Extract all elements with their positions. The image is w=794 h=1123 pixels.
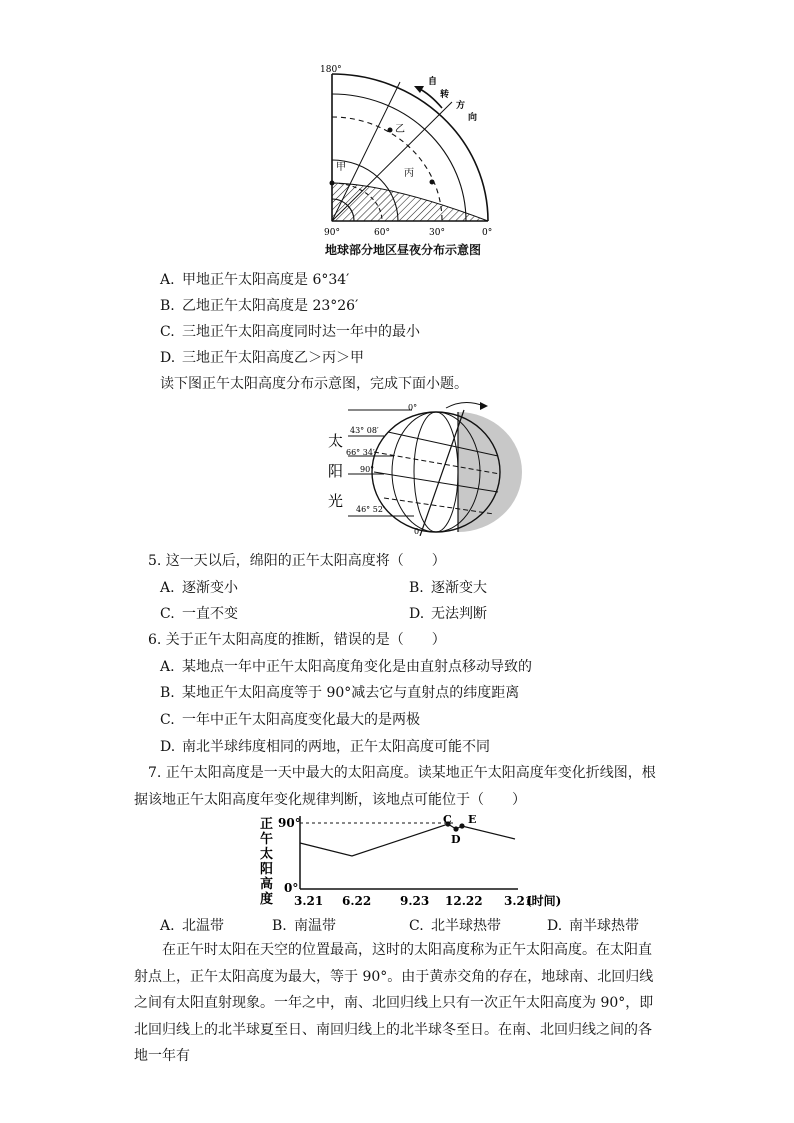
explanation-paragraph: 在正午时太阳在天空的位置最高，这时的太阳高度称为正午太阳高度。在太阳直射点上，正午太阳高度为最大，等于 90°。由于黄赤交角的存在，地球南、北回归线之间有太阳直射现象。一年之中，南、北回归线上只有一次正午太阳高度为 90°，即北回归线上的北半球夏至日、南回归线上的北半球冬至日。在南、北回归线之间的各地一年有	[134, 942, 654, 1064]
q7-stem-line1: 7. 正午太阳高度是一天中最大的太阳高度。读某地正午太阳高度年变化折线图，根	[148, 765, 656, 781]
option-label: A.	[160, 580, 175, 596]
altitude-series-line	[300, 824, 515, 856]
angle-label-66: 66° 34′	[346, 448, 375, 457]
point-e	[459, 823, 464, 828]
option-text: 三地正午太阳高度乙＞丙＞甲	[182, 350, 364, 366]
option-prev-a	[160, 270, 349, 290]
option-text: 一年中正午太阳高度变化最大的是两极	[182, 712, 420, 728]
intro-text: 读下图正午太阳高度分布示意图，完成下面小题。	[160, 376, 468, 392]
rotation-arrow-head	[480, 402, 488, 410]
q6-option-b	[160, 683, 519, 703]
option-text: 逐渐变小	[182, 580, 238, 596]
chart-ylabel-char-5: 高	[260, 877, 274, 892]
figure1-caption: 地球部分地区昼夜分布示意图	[325, 243, 482, 257]
x-tick-1: 3.21	[294, 894, 324, 908]
angle-label-46: 46° 52′	[356, 505, 385, 514]
option-label: B.	[160, 685, 175, 701]
chart-ylabel-char-1: 正	[260, 817, 274, 832]
y-tick-90: 90°	[278, 816, 301, 830]
option-text: 逐渐变大	[431, 580, 487, 596]
q6-option-c	[160, 710, 420, 730]
q6-stem: 6. 关于正午太阳高度的推断，错误的是（ ）	[148, 632, 446, 648]
option-text: 某地点一年中正午太阳高度角变化是由直射点移动导致的	[182, 659, 532, 675]
point-bing	[430, 180, 435, 185]
q7-option-b	[272, 916, 336, 936]
angle-label-90: 90°	[360, 465, 375, 474]
point-d	[453, 826, 458, 831]
sun-char-1: 太	[328, 432, 344, 450]
option-label: B.	[160, 298, 175, 314]
q7-option-a	[160, 916, 224, 936]
option-label: A.	[160, 272, 175, 288]
option-text: 无法判断	[431, 606, 487, 622]
day-night-distribution-diagram	[310, 62, 500, 242]
option-label: D.	[547, 918, 563, 934]
option-text: 南北半球纬度相同的两地，正午太阳高度可能不同	[182, 739, 490, 755]
rotation-char-4: 向	[468, 113, 478, 123]
q7-option-c	[409, 916, 501, 936]
option-prev-d	[160, 348, 364, 368]
option-text: 北温带	[182, 918, 224, 934]
point-label-c: C	[443, 813, 452, 826]
option-label: D.	[409, 606, 425, 622]
option-label: C.	[160, 324, 175, 340]
sun-char-2: 阳	[328, 462, 344, 480]
option-text: 南温带	[294, 918, 336, 934]
x-tick-5: 3.21	[504, 894, 534, 908]
option-label: C.	[409, 918, 424, 934]
option-text: 南半球热带	[569, 918, 639, 934]
rotation-char-3: 方	[456, 101, 466, 111]
label-180: 180°	[320, 65, 342, 75]
x-tick-3: 9.23	[400, 894, 430, 908]
rotation-char-2: 转	[440, 90, 450, 100]
option-label: A.	[160, 918, 175, 934]
option-text: 甲地正午太阳高度是 6°34′	[182, 272, 350, 288]
angle-label-43: 43° 08′	[350, 426, 379, 435]
label-90: 90°	[324, 228, 340, 238]
noon-sun-altitude-diagram	[324, 396, 524, 536]
option-text: 某地正午太阳高度等于 90°减去它与直射点的纬度距离	[182, 685, 520, 701]
option-label: D.	[160, 739, 176, 755]
chart-ylabel-char-4: 阳	[260, 862, 274, 877]
option-text: 乙地正午太阳高度是 23°26′	[182, 298, 359, 314]
rotation-arrow	[418, 88, 442, 108]
point-label-e: E	[468, 813, 477, 826]
y-tick-0: 0°	[284, 881, 299, 895]
rotation-arrow	[446, 402, 484, 408]
label-60: 60°	[374, 228, 390, 238]
q6-option-d	[160, 737, 490, 757]
meridian-2	[414, 412, 458, 532]
label-yi: 乙	[395, 124, 405, 135]
q7-option-d	[547, 916, 639, 936]
option-prev-b	[160, 296, 358, 316]
q7-stem-line2: 据该地正午太阳高度年变化规律判断，该地点可能位于（ ）	[134, 792, 526, 808]
label-30: 30°	[429, 228, 445, 238]
label-bing: 丙	[404, 168, 414, 179]
chart-ylabel-char-2: 午	[260, 832, 274, 847]
q5-option-a	[160, 578, 238, 598]
option-text: 三地正午太阳高度同时达一年中的最小	[182, 324, 420, 340]
option-prev-c	[160, 322, 420, 342]
rotation-arrow-head	[414, 86, 424, 93]
noon-sun-altitude-line-chart	[256, 812, 566, 912]
point-jia	[330, 181, 335, 186]
x-axis-label: (时间)	[526, 894, 562, 908]
option-label: B.	[272, 918, 287, 934]
option-label: B.	[409, 580, 424, 596]
x-tick-2: 6.22	[342, 894, 372, 908]
q5-option-c	[160, 604, 238, 624]
chart-ylabel-char-3: 太	[260, 847, 274, 862]
option-label: A.	[160, 659, 175, 675]
sun-char-3: 光	[328, 492, 344, 510]
label-jia: 甲	[336, 162, 346, 173]
q5-option-d	[409, 604, 487, 624]
option-text: 北半球热带	[431, 918, 501, 934]
x-tick-4: 12.22	[445, 894, 483, 908]
option-label: C.	[160, 712, 175, 728]
option-label: C.	[160, 606, 175, 622]
q5-stem: 5. 这一天以后，绵阳的正午太阳高度将（ ）	[148, 553, 446, 569]
point-label-d: D	[451, 833, 461, 846]
point-yi	[388, 128, 393, 133]
q5-option-b	[409, 578, 487, 598]
angle-label-0: 0°	[408, 403, 418, 412]
option-text: 一直不变	[182, 606, 238, 622]
angle-label-bottom-0: 0	[414, 527, 420, 536]
rotation-char-1: 自	[428, 77, 438, 87]
option-label: D.	[160, 350, 176, 366]
chart-ylabel-char-6: 度	[260, 892, 274, 907]
label-0: 0°	[482, 228, 493, 238]
q6-option-a	[160, 657, 532, 677]
